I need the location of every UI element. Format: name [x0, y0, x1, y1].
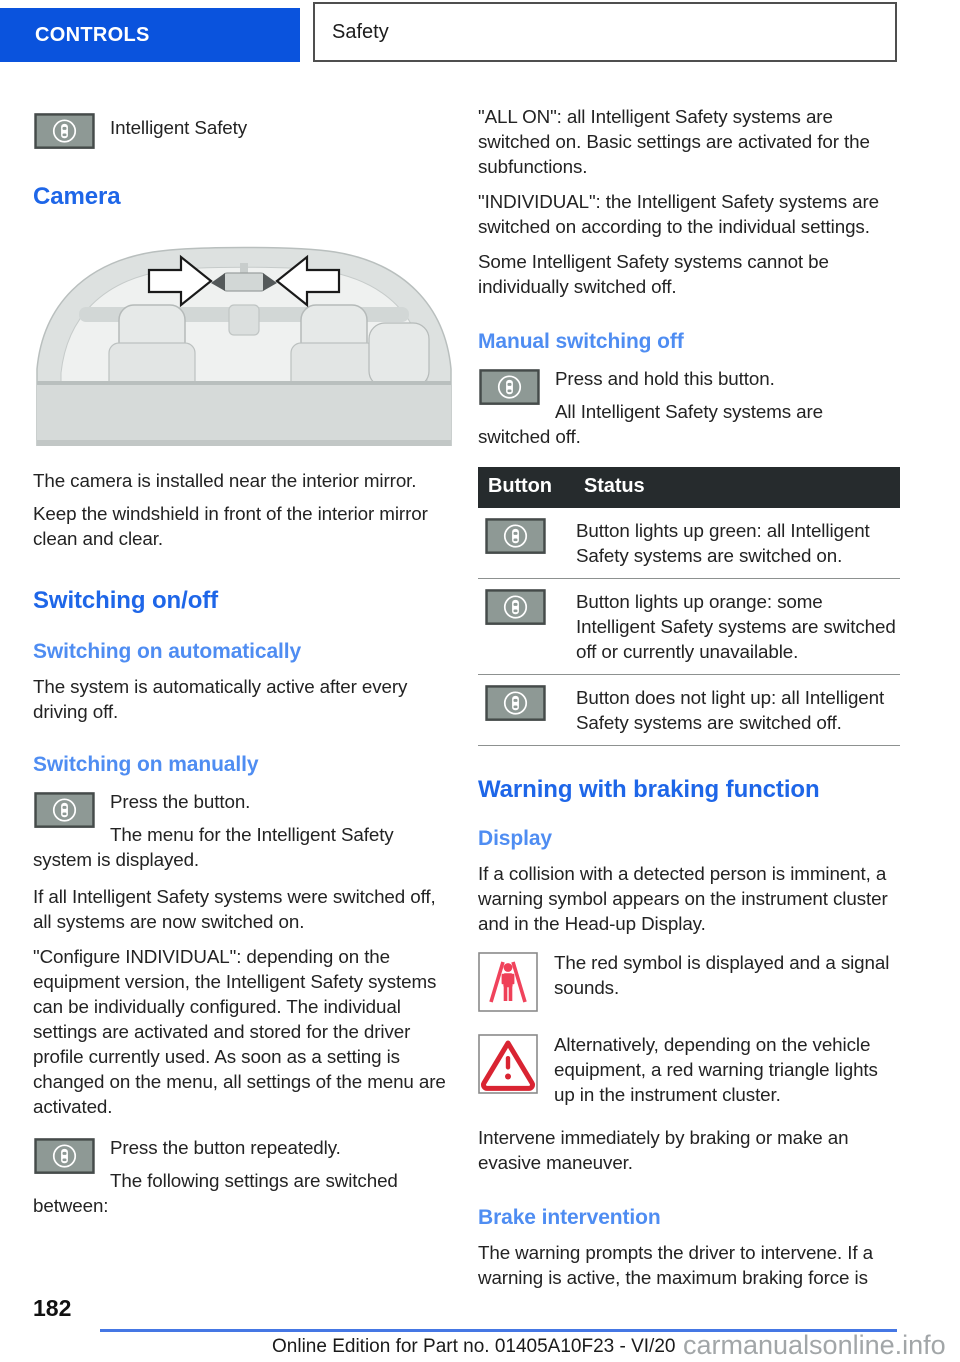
intelligent-safety-button-icon [484, 518, 547, 556]
all-on-paragraph: "ALL ON": all Intelligent Safety systems are switched on. Basic settings are activated for the subfunctions. [478, 106, 870, 177]
step-instruction: Press the button. [110, 791, 251, 812]
table-header-row [478, 467, 900, 508]
switching-auto-body: The system is automatically active after every driving off. [33, 676, 408, 722]
column-header-status: Status [576, 467, 900, 508]
brake-intervention-body: The warning prompts the driver to intervene. If a warning is active, the maximum braking force is [478, 1242, 873, 1288]
camera-caption-2: Keep the windshield in front of the interior mirror clean and clear. [33, 503, 428, 549]
warning-triangle-text: Alternatively, depending on the vehicle equipment, a red warning triangle lights up in the instrument cluster. [554, 1034, 878, 1105]
intervene-note: Intervene immediately by braking or make an evasive maneuver. [478, 1127, 849, 1173]
cannot-switch-off-paragraph: Some Intelligent Safety systems cannot be individually switched off. [478, 251, 829, 297]
configure-individual-paragraph: "Configure INDIVIDUAL": depending on the equipment version, the Intelligent Safety systems can be individually configured. The individual settings are activated and stored for the driver profile currently used. As soon as a setting is changed on the menu, all settings of the menu are activated. [33, 946, 446, 1117]
status-cell: Button does not light up: all Intelligent Safety systems are switched off. [576, 675, 900, 746]
intelligent-safety-button-icon [33, 792, 96, 830]
display-subheading: Display [478, 827, 552, 850]
column-header-button: Button [478, 467, 576, 508]
brake-intervention-subheading: Brake intervention [478, 1206, 661, 1229]
step-result: The following settings are switched between: [33, 1170, 398, 1216]
chapter-tab: CONTROLS [0, 8, 300, 62]
table-row [478, 508, 900, 579]
table-row [478, 675, 900, 746]
status-cell: Button lights up orange: some Intelligent Safety systems are switched off or currently unavailable. [576, 579, 900, 675]
switching-manual-subheading: Switching on manually [33, 753, 259, 776]
step-result: The menu for the Intelligent Safety system is displayed. [33, 824, 394, 870]
table-row [478, 579, 900, 675]
page-number: 182 [33, 1295, 72, 1321]
intelligent-safety-button-icon [33, 113, 96, 151]
press-button-step [33, 789, 456, 872]
display-body: If a collision with a detected person is imminent, a warning symbol appears on the instrument cluster and in the Head-up Display. [478, 863, 888, 934]
manual-off-subheading: Manual switching off [478, 330, 684, 353]
intelligent-safety-button-icon [33, 1138, 96, 1176]
camera-location-illustration [33, 221, 456, 452]
car-interior-illustration [33, 221, 455, 446]
red-symbol-text: The red symbol is displayed and a signal sounds. [554, 952, 890, 998]
press-hold-step [478, 366, 900, 449]
intro-label: Intelligent Safety [110, 117, 248, 138]
left-column [33, 104, 456, 1218]
switch-on-paragraph: If all Intelligent Safety systems were switched off, all systems are now switched on. [33, 886, 436, 932]
camera-heading: Camera [33, 183, 121, 210]
button-status-table [478, 467, 900, 746]
switching-heading: Switching on/off [33, 587, 219, 614]
step-result: All Intelligent Safety systems are switched off. [478, 401, 824, 447]
status-cell: Button lights up green: all Intelligent Safety systems are switched on. [576, 508, 900, 579]
camera-caption-1: The camera is installed near the interior mirror. [33, 470, 417, 491]
press-repeatedly-step [33, 1135, 456, 1218]
section-tab: Safety [313, 2, 897, 62]
intelligent-safety-button-icon [484, 685, 547, 723]
intelligent-safety-intro [33, 110, 456, 157]
step-instruction: Press and hold this button. [555, 368, 775, 389]
individual-paragraph: "INDIVIDUAL": the Intelligent Safety systems are switched on according to the individual settings. [478, 191, 880, 237]
red-symbol-item [478, 950, 900, 1016]
warning-braking-heading: Warning with braking function [478, 776, 820, 803]
edition-line: Online Edition for Part no. 01405A10F23 - VI/20 [272, 1336, 676, 1357]
warning-triangle-icon [478, 1034, 538, 1094]
intelligent-safety-button-icon [478, 369, 541, 407]
intelligent-safety-button-icon [484, 589, 547, 627]
pedestrian-collision-warning-icon [478, 952, 538, 1012]
switching-auto-subheading: Switching on automatically [33, 640, 302, 663]
right-column [478, 104, 900, 1290]
watermark: carmanualsonline.info [683, 1330, 946, 1360]
warning-triangle-item [478, 1032, 900, 1107]
step-instruction: Press the button repeatedly. [110, 1137, 341, 1158]
